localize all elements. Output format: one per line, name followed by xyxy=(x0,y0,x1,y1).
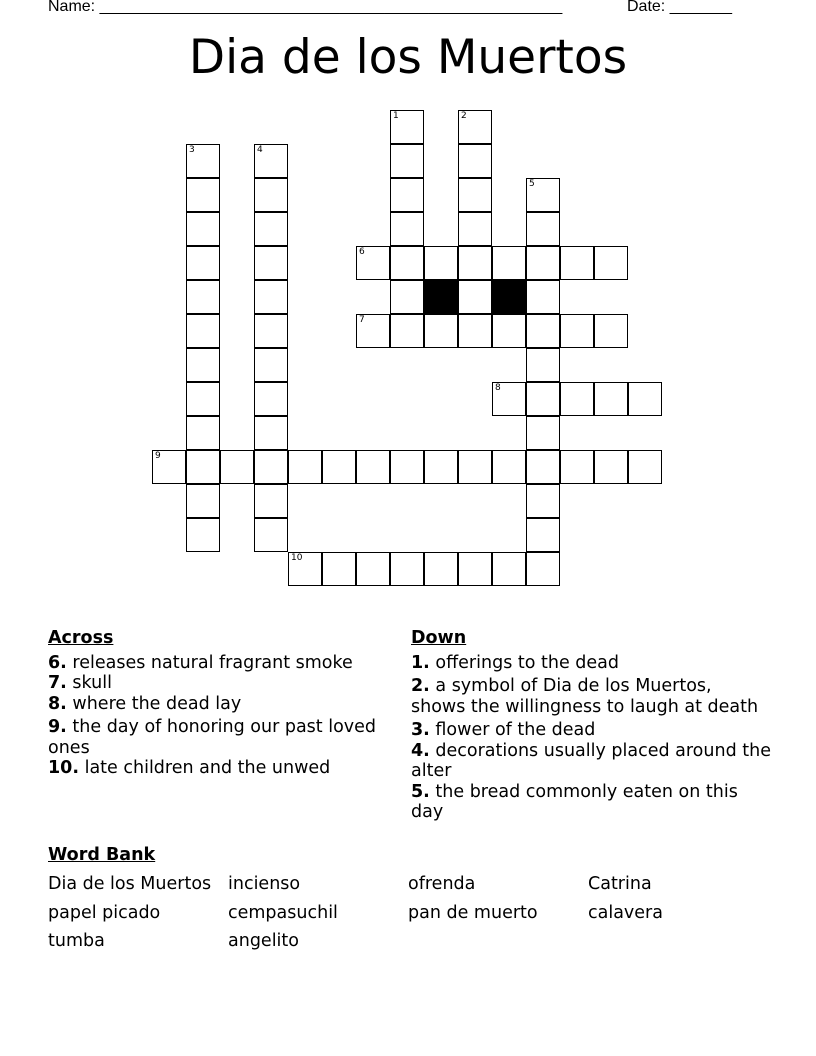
clue-number-label: 10 xyxy=(291,553,303,563)
down-heading: Down xyxy=(411,628,467,648)
crossword-cell[interactable] xyxy=(526,178,560,212)
crossword-cell[interactable] xyxy=(526,212,560,246)
down-clues xyxy=(411,628,771,823)
across-clue xyxy=(48,717,388,758)
clue-text: the bread commonly eaten on this day xyxy=(411,781,738,822)
crossword-cell[interactable] xyxy=(390,552,424,586)
clue-number: 9. xyxy=(48,717,67,737)
word-bank-item: cempasuchil xyxy=(228,903,338,923)
across-clue xyxy=(48,673,388,694)
crossword-cell[interactable] xyxy=(526,450,560,484)
crossword-cell[interactable] xyxy=(220,450,254,484)
down-clue xyxy=(411,653,771,674)
crossword-cell[interactable] xyxy=(390,246,424,280)
crossword-cell[interactable] xyxy=(390,212,424,246)
crossword-cell[interactable] xyxy=(526,348,560,382)
crossword-cell[interactable] xyxy=(186,484,220,518)
word-bank-item: tumba xyxy=(48,931,105,951)
clue-text: decorations usually placed around the alter xyxy=(411,740,771,781)
crossword-cell[interactable] xyxy=(186,314,220,348)
crossword-cell[interactable] xyxy=(254,348,288,382)
crossword-cell[interactable] xyxy=(458,144,492,178)
crossword-cell[interactable] xyxy=(424,450,458,484)
clue-number: 10. xyxy=(48,758,80,778)
across-clues xyxy=(48,628,388,779)
crossword-cell[interactable] xyxy=(526,314,560,348)
word-bank-item: Dia de los Muertos xyxy=(48,874,212,894)
crossword-cell[interactable] xyxy=(322,450,356,484)
word-bank-item: incienso xyxy=(228,874,301,894)
down-clue xyxy=(411,676,771,717)
clue-text: late children and the unwed xyxy=(84,758,331,778)
crossword-cell[interactable] xyxy=(526,416,560,450)
crossword-cell[interactable] xyxy=(628,382,662,416)
crossword-cell[interactable] xyxy=(390,178,424,212)
crossword-cell[interactable] xyxy=(492,246,526,280)
page-title: Dia de los Muertos xyxy=(188,30,628,85)
clue-text: flower of the dead xyxy=(435,720,596,740)
clue-text: a symbol of Dia de los Muertos, shows the willingness to laugh at death xyxy=(411,676,759,717)
down-clue xyxy=(411,741,771,782)
clue-number: 2. xyxy=(411,676,430,696)
crossword-cell[interactable] xyxy=(254,280,288,314)
clue-number: 4. xyxy=(411,740,430,761)
clue-number-label: 7 xyxy=(359,315,365,325)
clue-number: 7. xyxy=(48,673,67,693)
clue-text: the day of honoring our past loved ones xyxy=(48,717,377,758)
crossword-cell[interactable] xyxy=(492,382,526,416)
clue-number-label: 3 xyxy=(189,145,195,155)
crossword-cell[interactable] xyxy=(492,314,526,348)
clue-number-label: 2 xyxy=(461,111,467,121)
word-bank-item: ofrenda xyxy=(408,874,476,894)
clue-number: 1. xyxy=(411,652,430,673)
crossword-cell[interactable] xyxy=(186,382,220,416)
clue-text: releases natural fragrant smoke xyxy=(72,652,353,673)
across-clue xyxy=(48,694,388,715)
crossword-cell[interactable] xyxy=(186,518,220,552)
date-field[interactable]: Date: _______ xyxy=(627,0,732,15)
crossword-cell[interactable] xyxy=(186,178,220,212)
across-clue xyxy=(48,653,388,674)
clue-number: 6. xyxy=(48,652,67,673)
clue-text: skull xyxy=(72,673,112,693)
word-bank-item: angelito xyxy=(228,931,299,951)
crossword-cell[interactable] xyxy=(254,246,288,280)
crossword-cell[interactable] xyxy=(560,246,594,280)
clue-number-label: 9 xyxy=(155,451,161,461)
clue-number-label: 1 xyxy=(393,111,399,121)
crossword-cell[interactable] xyxy=(186,212,220,246)
crossword-cell[interactable] xyxy=(186,144,220,178)
crossword-cell[interactable] xyxy=(152,450,186,484)
clue-number-label: 5 xyxy=(529,179,535,189)
crossword-cell[interactable] xyxy=(526,552,560,586)
crossword-cell[interactable] xyxy=(288,552,322,586)
crossword-cell[interactable] xyxy=(186,246,220,280)
crossword-cell[interactable] xyxy=(458,246,492,280)
name-field[interactable]: Name: ____________________________________________________ xyxy=(48,0,563,15)
crossword-cell[interactable] xyxy=(254,518,288,552)
crossword-cell[interactable] xyxy=(186,450,220,484)
clue-text: where the dead lay xyxy=(72,693,242,714)
crossword-cell[interactable] xyxy=(390,450,424,484)
crossword-cell[interactable] xyxy=(492,552,526,586)
across-heading: Across xyxy=(48,628,114,648)
crossword-cell[interactable] xyxy=(526,518,560,552)
word-bank-item: pan de muerto xyxy=(408,903,538,923)
across-clue xyxy=(48,758,388,779)
crossword-cell[interactable] xyxy=(458,110,492,144)
crossword-cell[interactable] xyxy=(390,314,424,348)
crossword-cell[interactable] xyxy=(424,246,458,280)
crossword-cell[interactable] xyxy=(254,144,288,178)
crossword-cell[interactable] xyxy=(560,382,594,416)
crossword-cell[interactable] xyxy=(356,314,390,348)
crossword-cell[interactable] xyxy=(254,416,288,450)
crossword-cell[interactable] xyxy=(186,280,220,314)
clue-number-label: 4 xyxy=(257,145,263,155)
crossword-cell[interactable] xyxy=(526,280,560,314)
crossword-black-cell xyxy=(424,280,458,314)
crossword-black-cell xyxy=(492,280,526,314)
clue-number-label: 8 xyxy=(495,383,501,393)
word-bank-heading: Word Bank xyxy=(48,845,156,865)
crossword-cell[interactable] xyxy=(492,450,526,484)
crossword-cell[interactable] xyxy=(526,484,560,518)
crossword-cell[interactable] xyxy=(390,280,424,314)
crossword-cell[interactable] xyxy=(458,450,492,484)
crossword-cell[interactable] xyxy=(254,484,288,518)
crossword-cell[interactable] xyxy=(356,246,390,280)
crossword-cell[interactable] xyxy=(186,416,220,450)
crossword-cell[interactable] xyxy=(254,212,288,246)
crossword-cell[interactable] xyxy=(526,382,560,416)
word-bank-item: papel picado xyxy=(48,903,161,923)
crossword-cell[interactable] xyxy=(254,178,288,212)
crossword-cell[interactable] xyxy=(458,314,492,348)
crossword-cell[interactable] xyxy=(458,552,492,586)
crossword-cell[interactable] xyxy=(458,178,492,212)
clue-number: 3. xyxy=(411,720,430,740)
crossword-cell[interactable] xyxy=(390,144,424,178)
crossword-cell[interactable] xyxy=(594,314,628,348)
down-clue xyxy=(411,782,771,823)
word-bank-item: calavera xyxy=(588,903,663,923)
crossword-cell[interactable] xyxy=(254,382,288,416)
crossword-cell[interactable] xyxy=(186,348,220,382)
crossword-cell[interactable] xyxy=(288,450,322,484)
crossword-cell[interactable] xyxy=(356,552,390,586)
crossword-cell[interactable] xyxy=(560,450,594,484)
crossword-cell[interactable] xyxy=(594,246,628,280)
word-bank-item: Catrina xyxy=(588,874,652,894)
crossword-cell[interactable] xyxy=(458,280,492,314)
crossword-cell[interactable] xyxy=(254,314,288,348)
crossword-cell[interactable] xyxy=(628,450,662,484)
crossword-cell[interactable] xyxy=(322,552,356,586)
crossword-cell[interactable] xyxy=(594,382,628,416)
crossword-cell[interactable] xyxy=(424,552,458,586)
clue-number-label: 6 xyxy=(359,247,365,257)
crossword-cell[interactable] xyxy=(356,450,390,484)
clue-number: 8. xyxy=(48,693,67,714)
crossword-cell[interactable] xyxy=(594,450,628,484)
crossword-cell[interactable] xyxy=(560,314,594,348)
down-clue xyxy=(411,720,771,741)
crossword-cell[interactable] xyxy=(254,450,288,484)
clue-number: 5. xyxy=(411,781,430,802)
clue-text: offerings to the dead xyxy=(435,652,619,673)
crossword-cell[interactable] xyxy=(458,212,492,246)
crossword-cell[interactable] xyxy=(526,246,560,280)
crossword-cell[interactable] xyxy=(390,110,424,144)
crossword-cell[interactable] xyxy=(424,314,458,348)
